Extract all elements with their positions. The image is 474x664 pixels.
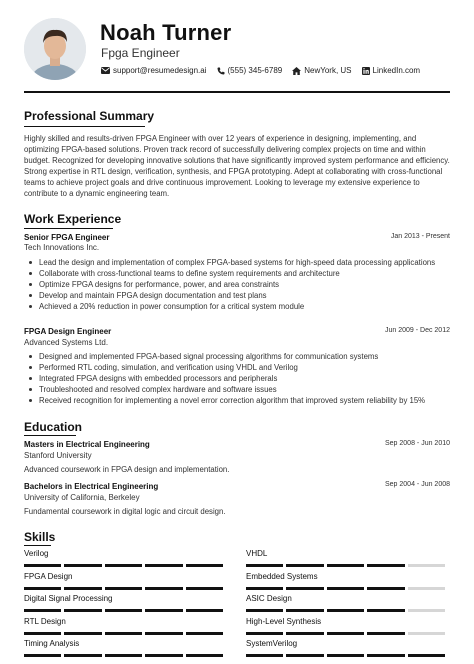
skill-name: Digital Signal Processing <box>24 594 113 603</box>
job-1-bullets <box>24 257 465 312</box>
edu-1-degree: Masters in Electrical Engineering <box>24 440 150 449</box>
education-heading-underline <box>24 435 76 436</box>
skill-level-segment <box>286 632 323 635</box>
skill-item <box>24 594 226 612</box>
job-2-bullets <box>24 351 465 406</box>
skill-level-segment <box>24 609 61 612</box>
edu-1-note: Advanced coursework in FPGA design and implementation. <box>24 465 230 474</box>
skill-level-bar <box>24 587 226 590</box>
skill-level-segment <box>145 564 182 567</box>
skill-level-bar <box>24 609 226 612</box>
email-text: support@resumedesign.ai <box>113 66 207 75</box>
edu-2-school: University of California, Berkeley <box>24 493 140 502</box>
job-2-dates: Jun 2009 - Dec 2012 <box>385 327 450 334</box>
skill-level-segment <box>186 564 223 567</box>
education-heading: Education <box>24 420 83 434</box>
skill-level-segment <box>105 564 142 567</box>
skill-level-segment <box>24 632 61 635</box>
avatar <box>24 18 86 80</box>
skill-level-segment <box>105 632 142 635</box>
skill-level-segment <box>105 609 142 612</box>
skill-level-segment <box>64 587 101 590</box>
skill-level-segment <box>145 609 182 612</box>
skill-level-segment <box>186 609 223 612</box>
job-2-role: FPGA Design Engineer <box>24 327 112 336</box>
edu-1-dates: Sep 2008 - Jun 2010 <box>385 440 450 447</box>
skill-level-segment <box>24 654 61 657</box>
contact-phone[interactable] <box>217 66 283 75</box>
skill-level-segment <box>246 609 283 612</box>
skill-level-segment <box>327 587 364 590</box>
skill-item <box>24 572 226 590</box>
skill-level-segment <box>64 632 101 635</box>
summary-text: Highly skilled and results-driven FPGA Engineer with over 12 years of experience in designing, implementing, and optimizing FPGA-based solutions. Proven track record of successfully delivering complex projects on time and within budget. Recognized for developing innovative solutions that have significantly improved system performance and efficiency. Strong expertise in RTL design, verification, synthesis, and FPGA prototyping. Adept at collaborating with cross-functional teams to achieve project goals and drive continuous improvement. Looking to leverage my extensive experience to contribute to a dynamic engineering team. <box>24 134 450 198</box>
skill-name: Timing Analysis <box>24 639 80 648</box>
contact-bar <box>101 66 430 75</box>
skill-name: SystemVerilog <box>246 639 298 648</box>
skill-item <box>246 572 448 590</box>
skill-level-segment <box>246 632 283 635</box>
skill-level-segment <box>246 654 283 657</box>
list-item: Performed RTL coding, simulation, and verification using VHDL and Verilog <box>39 362 465 373</box>
skill-item <box>24 617 226 635</box>
skill-level-bar <box>246 609 448 612</box>
list-item: Develop and maintain FPGA design documentation and test plans <box>39 290 465 301</box>
skill-level-segment <box>186 654 223 657</box>
list-item: Lead the design and implementation of complex FPGA-based systems for high-speed data processing applications <box>39 257 465 268</box>
skill-level-segment <box>327 654 364 657</box>
list-item: Optimize FPGA designs for performance, power, and area constraints <box>39 279 465 290</box>
experience-heading-underline <box>24 228 113 229</box>
contact-linkedin[interactable] <box>362 66 421 75</box>
skill-level-segment <box>64 564 101 567</box>
job-1-dates: Jan 2013 - Present <box>390 233 450 240</box>
skill-item <box>246 617 448 635</box>
skill-level-segment <box>327 609 364 612</box>
skill-item <box>24 639 226 657</box>
edu-2-dates: Sep 2004 - Jun 2008 <box>385 481 450 488</box>
edu-2-degree: Bachelors in Electrical Engineering <box>24 482 159 491</box>
envelope-icon <box>101 67 110 74</box>
job-1-company: Tech Innovations Inc. <box>24 243 100 252</box>
job-1-role: Senior FPGA Engineer <box>24 233 110 242</box>
home-icon <box>292 67 301 75</box>
skill-name: RTL Design <box>24 616 66 626</box>
phone-text: (555) 345-6789 <box>227 66 283 75</box>
skill-level-segment <box>105 654 142 657</box>
skill-level-segment <box>408 654 445 657</box>
resume-header <box>0 0 474 92</box>
skill-item <box>246 549 448 567</box>
skill-level-bar <box>246 564 448 567</box>
list-item: Integrated FPGA designs with embedded processors and peripherals <box>39 373 465 384</box>
skill-level-segment <box>145 587 182 590</box>
summary-heading: Professional Summary <box>24 109 155 123</box>
skill-level-segment <box>24 587 61 590</box>
edu-1-school: Stanford University <box>24 451 92 460</box>
skill-level-segment <box>286 587 323 590</box>
skill-level-bar <box>246 587 448 590</box>
contact-location <box>292 66 351 75</box>
skill-level-bar <box>24 564 226 567</box>
skill-name: VHDL <box>246 549 268 558</box>
linkedin-text: LinkedIn.com <box>372 66 421 75</box>
skill-level-segment <box>286 564 323 567</box>
skill-level-bar <box>246 654 448 657</box>
skill-name: ASIC Design <box>246 594 292 603</box>
skill-level-segment <box>286 654 323 657</box>
skill-level-bar <box>246 632 448 635</box>
skill-level-segment <box>64 654 101 657</box>
job-title: Fpga Engineer <box>101 46 180 60</box>
skill-level-segment <box>327 564 364 567</box>
contact-email[interactable] <box>101 66 207 75</box>
location-text: NewYork, US <box>304 66 352 75</box>
skill-level-segment <box>105 587 142 590</box>
skill-level-segment <box>246 564 283 567</box>
skill-level-segment <box>367 609 404 612</box>
candidate-name: Noah Turner <box>100 20 232 45</box>
linkedin-icon <box>362 67 370 75</box>
skill-level-segment <box>64 609 101 612</box>
list-item: Designed and implemented FPGA-based signal processing algorithms for communication systems <box>39 351 465 362</box>
skill-level-bar <box>24 654 226 657</box>
skill-level-segment <box>286 609 323 612</box>
skill-level-segment <box>367 654 404 657</box>
skill-name: FPGA Design <box>24 571 73 581</box>
skill-level-segment <box>367 587 404 590</box>
list-item: Received recognition for implementing a novel error correction algorithm that improved system reliability by 15% <box>39 395 465 406</box>
skill-level-segment <box>186 632 223 635</box>
skills-heading-underline <box>24 545 51 546</box>
skills-heading: Skills <box>24 530 56 544</box>
list-item: Collaborate with cross-functional teams to define system requirements and architecture <box>39 268 465 279</box>
phone-icon <box>217 67 225 75</box>
summary-heading-underline <box>24 126 145 127</box>
job-2-company: Advanced Systems Ltd. <box>24 338 109 347</box>
skill-level-bar <box>24 632 226 635</box>
skill-name: Verilog <box>24 549 49 558</box>
skill-level-segment <box>327 632 364 635</box>
list-item: Troubleshooted and resolved complex hardware and software issues <box>39 384 465 395</box>
experience-heading: Work Experience <box>24 212 122 226</box>
skill-item <box>246 639 448 657</box>
edu-2-note: Fundamental coursework in digital logic and circuit design. <box>24 507 226 516</box>
header-divider <box>24 91 450 93</box>
skill-level-segment <box>408 587 445 590</box>
skill-level-segment <box>186 587 223 590</box>
skill-item <box>246 594 448 612</box>
skill-level-segment <box>408 609 445 612</box>
skill-level-segment <box>24 564 61 567</box>
skill-level-segment <box>408 564 445 567</box>
skill-level-segment <box>145 632 182 635</box>
skill-level-segment <box>367 632 404 635</box>
skill-level-segment <box>408 632 445 635</box>
skill-level-segment <box>145 654 182 657</box>
skill-name: High-Level Synthesis <box>246 616 322 626</box>
skill-level-segment <box>367 564 404 567</box>
skill-level-segment <box>246 587 283 590</box>
list-item: Achieved a 20% reduction in power consumption for a critical system module <box>39 301 465 312</box>
skill-name: Embedded Systems <box>246 571 318 581</box>
skill-item <box>24 549 226 567</box>
